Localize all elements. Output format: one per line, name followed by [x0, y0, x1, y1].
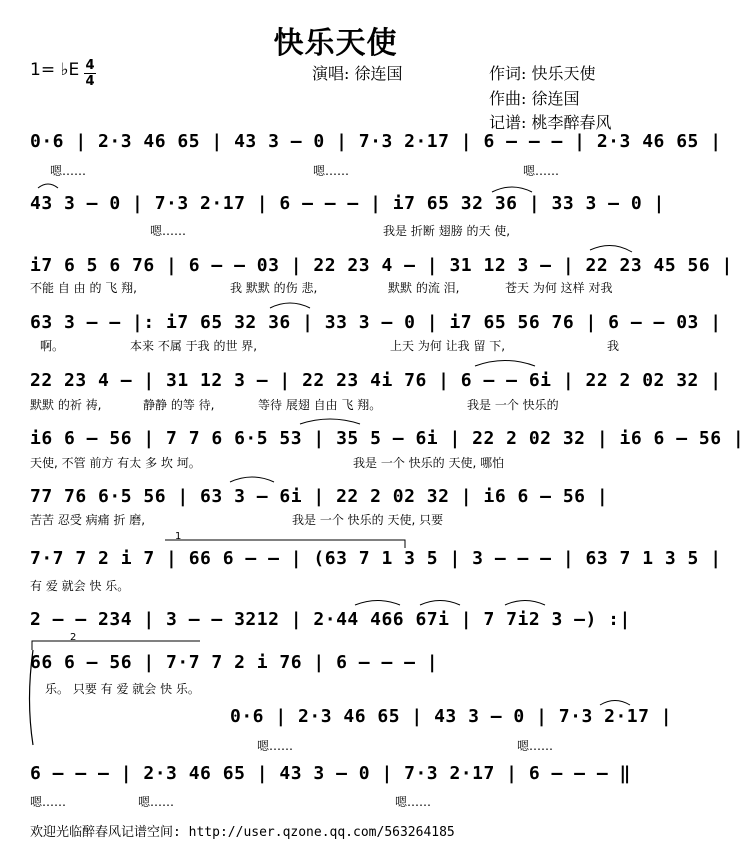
- singer-credit: 演唱: 徐连国: [312, 64, 403, 83]
- notation-line: 66 6 – 56 | 7·7 7 2 i 76 | 6 – – – |: [30, 652, 439, 673]
- lyric-segment: 嗯……: [150, 224, 187, 238]
- notation-line: i7 6 5 6 76 | 6 – – 03 | 22 23 4 – | 31 12 3 – | 22 23 45 56 |: [30, 255, 733, 276]
- score-row: [30, 255, 733, 281]
- lyric-segment: 有 爱 就会 快 乐。: [30, 579, 130, 593]
- tie-arc: [475, 361, 535, 367]
- notation-line: 7·7 7 2 i 7 | 66 6 – – | (63 7 1 3 5 | 3 – – – | 63 7 1 3 5 |: [30, 548, 722, 569]
- lyric-segment: 嗯……: [395, 795, 432, 809]
- score-row: [30, 763, 635, 789]
- lyric-segment: 静静 的等 待,: [143, 398, 215, 412]
- score-row: [30, 131, 722, 157]
- score-row: [30, 193, 665, 219]
- time-signature: [84, 59, 96, 88]
- score-row: [30, 652, 635, 678]
- volta-second-label: 2: [70, 632, 77, 643]
- volta-bracket-second: [32, 641, 200, 650]
- tie-arc: [270, 303, 310, 308]
- lyric-segment: 我是 一个 快乐的 天使, 只要: [292, 513, 444, 527]
- tie-arc: [600, 701, 630, 706]
- tie-arc: [300, 419, 360, 424]
- tie-arc: [505, 601, 545, 606]
- score-row: [30, 312, 722, 338]
- lyric-segment: 嗯……: [517, 739, 554, 753]
- tie-arc: [38, 184, 58, 188]
- lyric-segment: 乐。 只要 有 爱 就会 快 乐。: [45, 682, 200, 696]
- score-row: [30, 428, 744, 454]
- lyric-segment: 我是 一个 快乐的 天使, 哪怕: [353, 456, 505, 470]
- song-title: 快乐天使: [273, 26, 398, 61]
- lyric-segment: 不能 自 由 的 飞 翔,: [30, 281, 137, 295]
- key-signature: 1= ♭E: [30, 60, 80, 80]
- notation-line: 6 – – – | 2·3 46 65 | 43 3 – 0 | 7·3 2·17 | 6 – – – ‖: [30, 763, 631, 784]
- time-signature-top: 4: [85, 58, 95, 73]
- tie-arc: [590, 245, 632, 252]
- lyric-segment: 嗯……: [313, 164, 350, 178]
- time-signature-bottom: 4: [85, 74, 95, 89]
- transcriber-credit: 记谱: 桃李醉春风: [489, 113, 612, 132]
- composer-credit: 作曲: 徐连国: [489, 89, 580, 108]
- notation-line: 0·6 | 2·3 46 65 | 43 3 – 0 | 7·3 2·17 | 6 – – – | 2·3 46 65 |: [30, 131, 722, 152]
- notation-line: 77 76 6·5 56 | 63 3 – 6i | 22 2 02 32 | i6 6 – 56 |: [30, 486, 609, 507]
- score-row: [30, 548, 722, 574]
- lyric-segment: 嗯……: [30, 795, 67, 809]
- lyricist-credit: 作词: 快乐天使: [489, 64, 596, 83]
- notation-line: 63 3 – – |: i7 65 32 36 | 33 3 – 0 | i7 65 56 76 | 6 – – 03 |: [30, 312, 722, 333]
- lyric-segment: 我 默默 的伤 悲,: [230, 281, 318, 295]
- lyric-segment: 嗯……: [523, 164, 560, 178]
- volta-first-label: 1: [175, 531, 182, 542]
- score-row: [230, 706, 673, 732]
- lyric-segment: 嗯……: [50, 164, 87, 178]
- notation-line: i6 6 – 56 | 7 7 6 6·5 53 | 35 5 – 6i | 22 2 02 32 | i6 6 – 56 |: [30, 428, 744, 449]
- lyric-segment: 默默 的祈 祷,: [30, 398, 102, 412]
- notation-line: 43 3 – 0 | 7·3 2·17 | 6 – – – | i7 65 32 36 | 33 3 – 0 |: [30, 193, 665, 214]
- notation-line: 22 23 4 – | 31 12 3 – | 22 23 4i 76 | 6 – – 6i | 22 2 02 32 |: [30, 370, 722, 391]
- lyric-segment: 默默 的流 泪,: [388, 281, 460, 295]
- lyric-segment: 啊。: [40, 339, 65, 353]
- notation-line: 0·6 | 2·3 46 65 | 43 3 – 0 | 7·3 2·17 |: [230, 706, 673, 727]
- lyric-segment: 苍天 为何 这样 对我: [505, 281, 613, 295]
- footer-credit: 欢迎光临醉春风记谱空间: http://user.qzone.qq.com/563264185: [30, 825, 455, 840]
- volta-bracket-first: [165, 540, 405, 548]
- lyric-segment: 我: [607, 339, 620, 353]
- lyric-segment: 本来 不属 于我 的世 界,: [130, 339, 258, 353]
- lyric-segment: 嗯……: [257, 739, 294, 753]
- tie-arc: [492, 187, 532, 192]
- tie-arc: [355, 601, 400, 606]
- lyric-segment: 我是 折断 翅膀 的天 使,: [383, 224, 511, 238]
- tie-arc: [230, 477, 274, 482]
- lyric-segment: 等待 展翅 自由 飞 翔。: [258, 398, 382, 412]
- score-row: [30, 370, 722, 396]
- lyric-segment: 我是 一个 快乐的: [467, 398, 559, 412]
- lyric-segment: 苦苦 忍受 病痛 折 磨,: [30, 513, 146, 527]
- notation-line: 2 – – 234 | 3 – – 3212 | 2·44 466 67i | 7 7i2 3 –) :|: [30, 609, 631, 630]
- tie-arc: [420, 601, 460, 606]
- lyric-segment: 嗯……: [138, 795, 175, 809]
- score-row: [30, 486, 635, 512]
- score-row: [30, 609, 635, 635]
- lyric-segment: 上天 为何 让我 留 下,: [390, 339, 506, 353]
- lyric-segment: 天使, 不管 前方 有太 多 坎 坷。: [30, 456, 201, 470]
